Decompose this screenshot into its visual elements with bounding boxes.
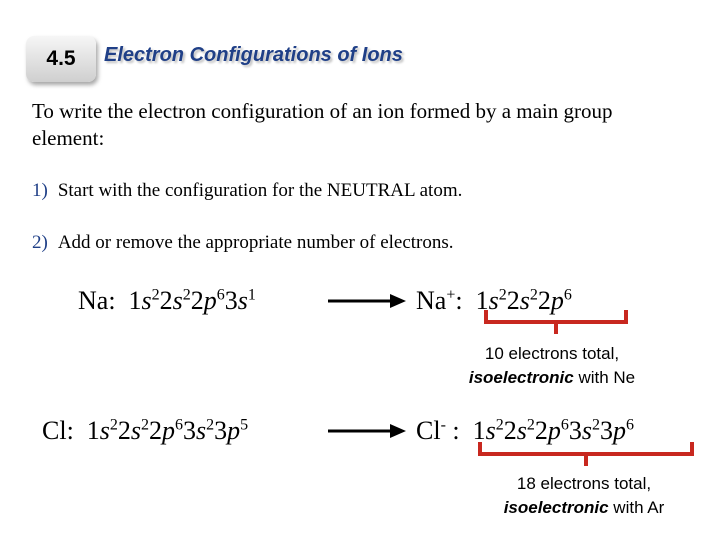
na-bracket <box>484 310 628 324</box>
slide-title: Electron Configurations of Ions <box>104 44 403 66</box>
na-note-line-2 <box>452 366 652 390</box>
cl-ion-label: Cl <box>416 416 441 445</box>
step-1-number: 1) <box>32 180 48 201</box>
intro-text: To write the electron configuration of an ion formed by a main group element: <box>32 99 613 150</box>
na-note-with: with Ne <box>573 368 636 387</box>
na-reaction-arrow-icon <box>328 291 408 311</box>
cl-label: Cl: <box>42 416 74 445</box>
cl-reaction-arrow-icon <box>328 421 408 441</box>
cl-note <box>484 472 684 520</box>
step-2 <box>32 232 454 254</box>
step-2-number: 2) <box>32 232 48 253</box>
na-ion-charge: + <box>446 286 456 304</box>
step-1-text: Start with the configuration for the NEUTRAL atom. <box>57 180 463 201</box>
cl-ion-configuration: Cl- : $1s^22s^22p^63s^23p^6$ <box>416 416 635 445</box>
cl-note-with: with Ar <box>608 498 665 517</box>
na-note-line-1: 10 electrons total, <box>484 344 620 363</box>
section-number-badge: 4.5 <box>26 36 96 82</box>
step-1 <box>32 180 462 202</box>
na-label: Na: <box>78 286 116 315</box>
na-configuration: Na: $1s^22s^22p^63s^1$ <box>78 286 256 315</box>
cl-note-isoelectronic: isoelectronic <box>503 498 609 517</box>
na-ion-configuration: Na+: $1s^22s^22p^6$ <box>416 286 572 315</box>
na-ion-label: Na <box>416 286 447 315</box>
na-note <box>452 342 652 390</box>
na-note-isoelectronic: isoelectronic <box>468 368 574 387</box>
cl-ion-charge: - <box>440 416 446 434</box>
cl-note-line-1: 18 electrons total, <box>516 474 652 493</box>
cl-bracket <box>478 442 694 456</box>
cl-note-line-2 <box>484 496 684 520</box>
cl-configuration: Cl: $1s^22s^22p^63s^23p^5$ <box>42 416 249 445</box>
step-2-text: Add or remove the appropriate number of electrons. <box>57 232 454 253</box>
